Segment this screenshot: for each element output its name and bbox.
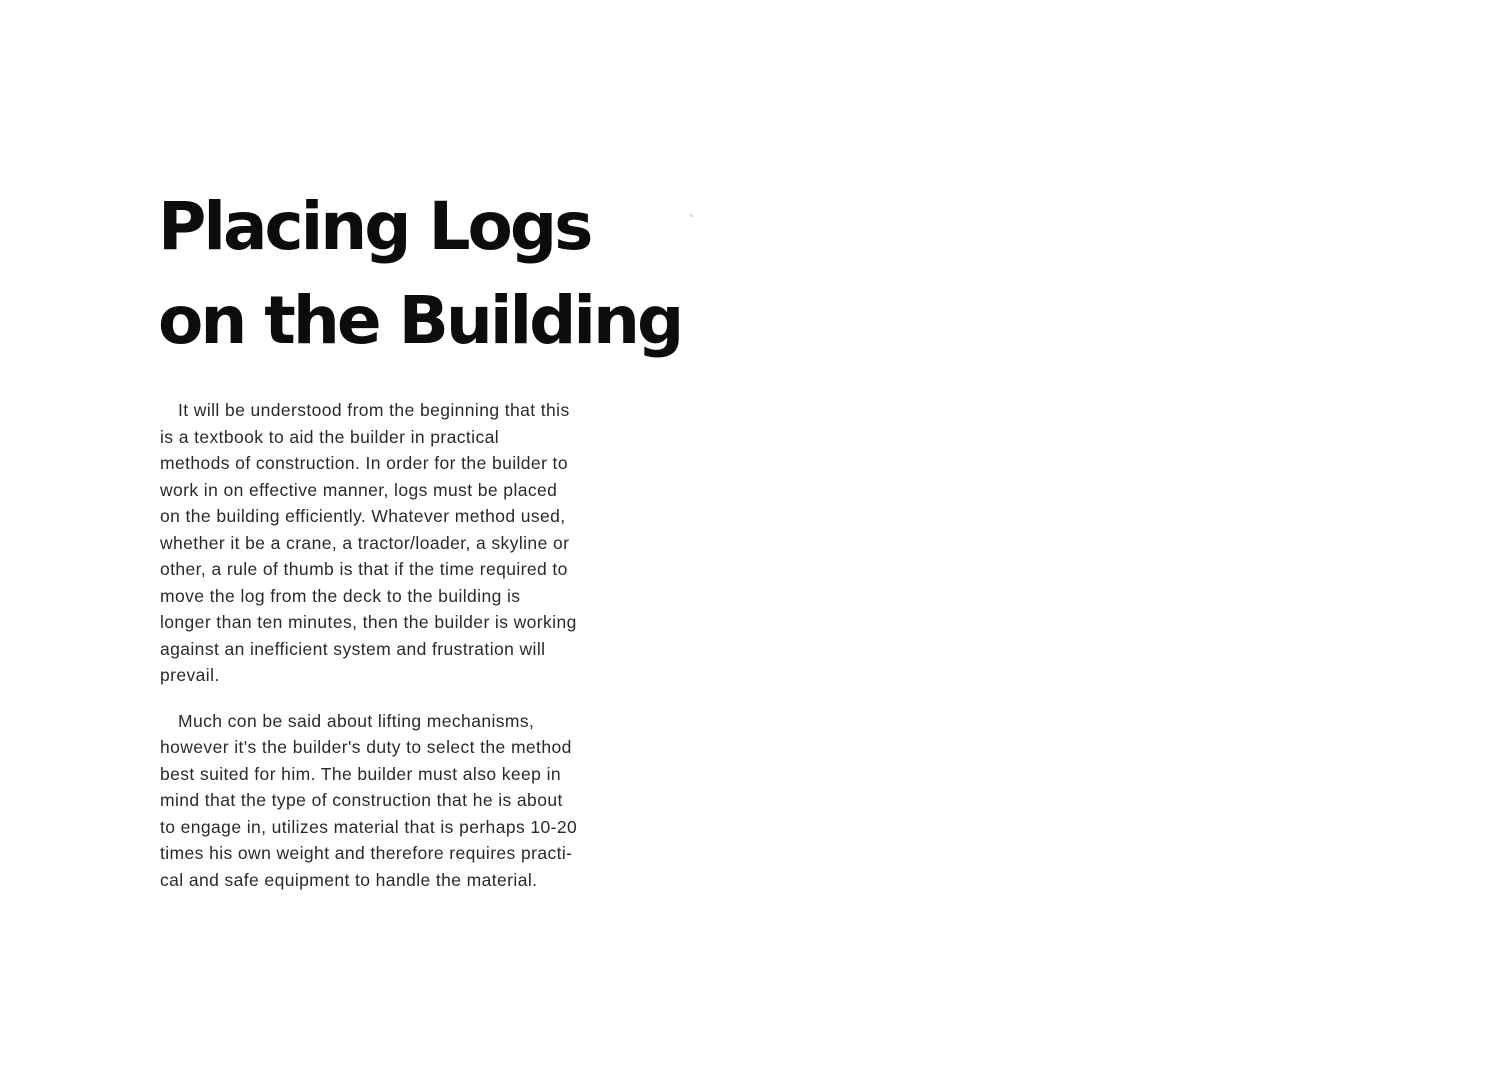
paragraph-line: whether it be a crane, a tractor/loader, a skyline or: [160, 532, 570, 553]
paragraph-line: prevail.: [160, 665, 220, 685]
paragraph-line: longer than ten minutes, then the builder is working: [160, 612, 577, 632]
paragraph-line: work in on effective manner, logs must be placed: [160, 479, 558, 500]
paragraph-line: cal and safe equipment to handle the material.: [160, 869, 538, 890]
paragraph-line: however it's the builder's duty to select the method: [160, 737, 572, 757]
paragraph-line: methods of construction. In order for the builder to: [160, 453, 568, 473]
paragraph-line: Much con be said about lifting mechanisms,: [178, 710, 535, 731]
title-line-1: Placing Logs: [158, 188, 591, 265]
paragraph-line: times his own weight and therefore requires practi-: [160, 843, 573, 863]
paragraph-2: [160, 708, 688, 894]
page-title: [158, 180, 738, 368]
paragraph-line: other, a rule of thumb is that if the time required to: [160, 559, 568, 579]
paragraph-spacer: [160, 689, 688, 708]
paragraph-line: best suited for him. The builder must also keep in: [160, 763, 561, 784]
body-text: [160, 397, 688, 893]
paragraph-line: move the log from the deck to the building is: [160, 585, 521, 606]
paragraph-line: to engage in, utilizes material that is perhaps 10-20: [160, 816, 578, 837]
paragraph-line: against an inefficient system and frustration will: [160, 638, 546, 659]
scan-speck: [690, 214, 693, 217]
paragraph-1: [160, 397, 688, 689]
paragraph-line: It will be understood from the beginning that this: [178, 400, 570, 420]
paragraph-line: mind that the type of construction that he is about: [160, 790, 563, 810]
paragraph-line: on the building efficiently. Whatever method used,: [160, 506, 566, 526]
paragraph-line: is a textbook to aid the builder in practical: [160, 426, 500, 447]
title-line-2: on the Building: [158, 282, 682, 359]
